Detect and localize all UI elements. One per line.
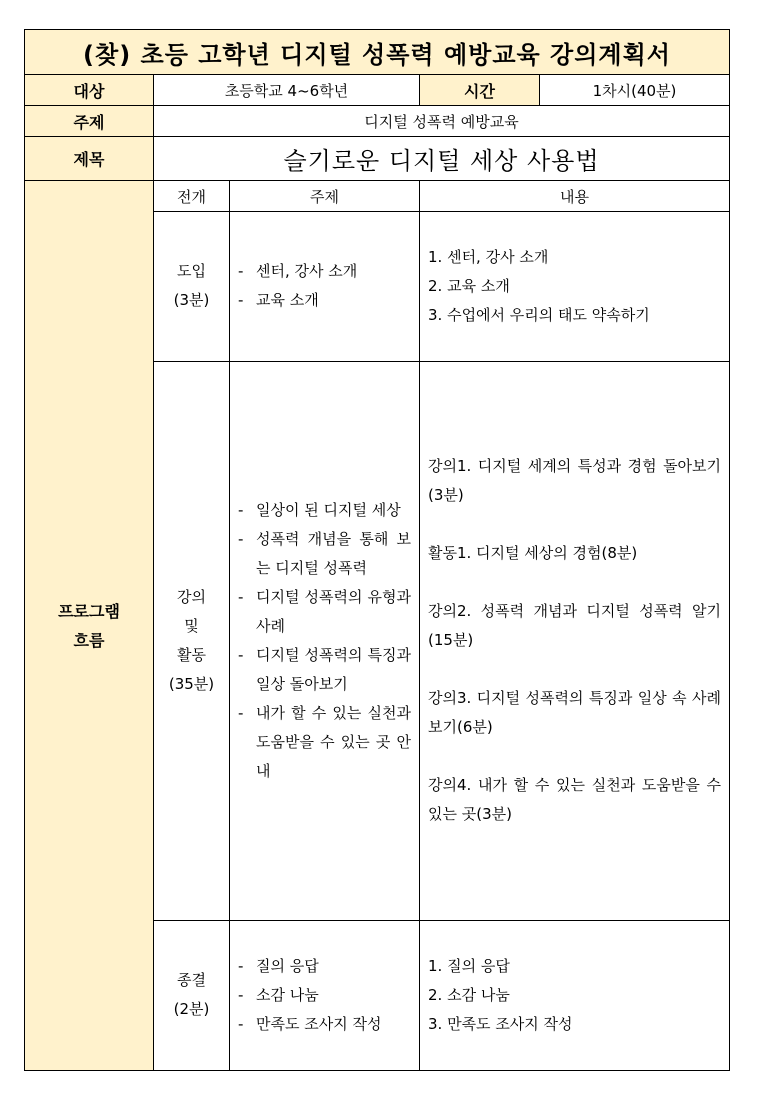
target-label: 대상: [25, 75, 154, 106]
list-item: - 소감 나눔: [238, 981, 411, 1010]
stage-name: 도입: [177, 262, 206, 281]
program-flow-label: [25, 181, 154, 1071]
stage-name: 강의: [177, 587, 206, 606]
stage-intro: [154, 212, 230, 361]
topics-lecture: [230, 361, 420, 920]
contents-closing: [420, 920, 730, 1070]
list-item: - 내가 할 수 있는 실천과 도움받을 수 있는 곳 안내: [238, 699, 411, 786]
list-item: - 디지털 성폭력의 유형과 사례: [238, 583, 411, 641]
program-flow-label-line2: 흐름: [73, 630, 105, 650]
list-item: - 일상이 된 디지털 세상: [238, 496, 411, 525]
topic-value: 디지털 성폭력 예방교육: [154, 106, 730, 137]
subject-label: 제목: [25, 137, 154, 181]
time-label: 시간: [420, 75, 540, 106]
list-item: 1. 센터, 강사 소개: [428, 247, 549, 266]
topics-intro: [230, 212, 420, 361]
list-item: 3. 만족도 조사지 작성: [428, 1014, 573, 1033]
stage-duration: (2분): [173, 1000, 210, 1019]
time-value: 1차시(40분): [540, 75, 730, 106]
document-title: (찾) 초등 고학년 디지털 성폭력 예방교육 강의계획서: [25, 30, 730, 75]
list-item: 강의2. 성폭력 개념과 디지털 성폭력 알기(15분): [428, 602, 722, 650]
contents-lecture: [420, 361, 730, 920]
lecture-plan-table: [24, 29, 730, 1071]
header-content: 내용: [420, 181, 730, 212]
header-topic: 주제: [230, 181, 420, 212]
list-item: 강의3. 디지털 성폭력의 특징과 일상 속 사례 보기(6분): [428, 689, 722, 737]
stage-lecture: [154, 361, 230, 920]
program-flow-label-line1: 프로그램: [58, 601, 120, 621]
list-item: - 디지털 성폭력의 특징과 일상 돌아보기: [238, 641, 411, 699]
stage-duration: (3분): [173, 291, 210, 310]
target-value: 초등학교 4~6학년: [154, 75, 420, 106]
list-item: 3. 수업에서 우리의 태도 약속하기: [428, 305, 650, 324]
list-item: - 만족도 조사지 작성: [238, 1010, 411, 1039]
stage-closing: [154, 920, 230, 1070]
stage-name: 및: [184, 616, 199, 635]
list-item: - 질의 응답: [238, 952, 411, 981]
list-item: 강의4. 내가 할 수 있는 실천과 도움받을 수 있는 곳(3분): [428, 776, 722, 824]
list-item: - 교육 소개: [238, 286, 411, 315]
stage-name: 활동: [177, 645, 206, 664]
stage-duration: (35분): [168, 674, 215, 693]
list-item: 2. 소감 나눔: [428, 985, 510, 1004]
list-item: 활동1. 디지털 세상의 경험(8분): [428, 544, 638, 563]
list-item: 강의1. 디지털 세계의 특성과 경험 돌아보기(3분): [428, 457, 722, 505]
topics-closing: [230, 920, 420, 1070]
subject-value: 슬기로운 디지털 세상 사용법: [154, 137, 730, 181]
list-item: 2. 교육 소개: [428, 276, 510, 295]
list-item: - 성폭력 개념을 통해 보는 디지털 성폭력: [238, 525, 411, 583]
stage-name: 종결: [177, 971, 206, 990]
topic-label: 주제: [25, 106, 154, 137]
contents-intro: [420, 212, 730, 361]
list-item: - 센터, 강사 소개: [238, 257, 411, 286]
list-item: 1. 질의 응답: [428, 956, 510, 975]
header-stage: 전개: [154, 181, 230, 212]
